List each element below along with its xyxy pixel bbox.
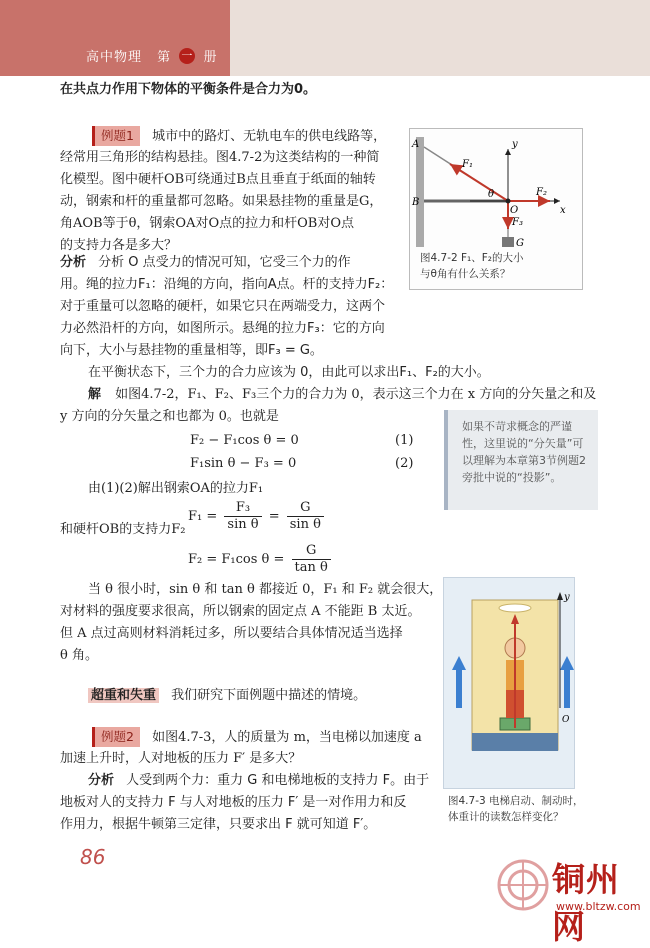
denominator: sin θ — [227, 517, 259, 532]
caption-line: 图4.7-3 电梯启动、制动时， — [448, 795, 584, 807]
caption-line: 与θ角有什么关系？ — [420, 268, 511, 280]
analysis2-label: 分析 — [88, 773, 115, 788]
equation-2: F₁sin θ − F₃ = 0 — [190, 456, 297, 471]
equation-1-number: (1) — [395, 433, 414, 448]
label-O: O — [510, 205, 519, 216]
example1-line: 经常用三角形的结构悬挂。图4.7-2为这类结构的一种简 — [60, 150, 380, 165]
example2-line: 加速上升时，人对地板的压力 F′ 是多大？ — [60, 751, 302, 766]
label-y: y — [564, 592, 570, 603]
analysis2-first-line — [88, 771, 429, 791]
section2-text: 我们研究下面例题中描述的情境。 — [171, 688, 367, 703]
derive-F1: 由(1)(2)解出钢索OA的拉力F₁ — [88, 481, 264, 496]
page-header — [0, 0, 650, 76]
analysis1-line: 用。绳的拉力F₁：沿绳的方向，指向A点。杆的支持力F₂： — [60, 277, 394, 292]
fraction — [292, 543, 331, 576]
equals-sign: = — [268, 509, 280, 524]
discussion-line: 但 A 点过高则材料消耗过多，所以要结合具体情况适当选择 — [60, 626, 403, 641]
example2-line: 如图4.7-3，人的质量为 m，当电梯以加速度 a — [152, 730, 422, 745]
person-leg — [506, 690, 514, 718]
label-F1: F₁ — [462, 159, 473, 170]
analysis2-line: 作用力，根据牛顿第三定律，只要求出 F 就可知道 F′。 — [60, 817, 377, 832]
wall — [416, 137, 424, 247]
motion-arrow-up-icon — [560, 656, 574, 670]
example1-line: 角AOB等于θ，钢索OA对O点的拉力和杆OB对O点 — [60, 216, 354, 231]
side-note-text: 如果不苛求概念的严谨性，这里说的“分矢量”可以理解为本章第3节例题2旁批中说的“投影”。 — [462, 420, 586, 484]
numerator: G — [287, 500, 324, 517]
intro-line: 在共点力作用下物体的平衡条件是合力为0。 — [60, 82, 317, 97]
motion-arrow-shaft — [456, 668, 462, 708]
example1-line: 城市中的路灯、无轨电车的供电线路等， — [152, 129, 387, 144]
elevator-illustration — [444, 578, 574, 788]
watermark-logo-icon — [496, 858, 550, 912]
formula-F1 — [188, 500, 327, 533]
book-title: 高中物理 — [86, 50, 143, 65]
figure-4-7-2-caption — [420, 250, 524, 282]
formula-F2-lhs: F₂ = F₁cos θ = — [188, 552, 285, 567]
label-B: B — [412, 197, 420, 208]
example1-line: 的支持力各是多大？ — [60, 238, 178, 253]
watermark-url: www.bltzw.com — [556, 900, 641, 913]
label-theta: θ — [488, 189, 495, 200]
section2-line — [88, 686, 366, 706]
analysis1-line: 分析 O 点受力的情况可知，它受三个力的作 — [98, 255, 351, 270]
label-F2: F₂ — [536, 187, 547, 198]
label-A: A — [412, 139, 420, 150]
solution-line: 如图4.7-2，F₁、F₂、F₃三个力的合力为 0，表示这三个力在 x 方向的分矢量之和及 — [115, 387, 597, 402]
person-leg — [516, 690, 524, 718]
motion-arrow-up-icon — [452, 656, 466, 670]
discussion-line: 对材料的强度要求很高，所以钢索的固定点 A 不能距 B 太近。 — [60, 604, 421, 619]
fraction — [287, 500, 324, 533]
watermark-text: 铜州网 — [552, 860, 620, 946]
formula-F1-lhs: F₁ = — [188, 509, 218, 524]
example1-line: 动，钢索和杆的重量都可忽略。如果悬挂物的重量是G， — [60, 194, 383, 209]
solution-first-line — [88, 385, 596, 405]
header-title — [86, 46, 217, 65]
caption-line: 体重计的读数怎样变化？ — [448, 811, 564, 823]
motion-arrow-shaft — [564, 668, 570, 708]
analysis1-line: 向下，大小与悬挂物的重量相等，即F₃ = G。 — [60, 343, 323, 358]
derive-F2: 和硬杆OB的支持力F₂ — [60, 522, 186, 537]
label-G: G — [516, 238, 524, 249]
label-x: x — [560, 205, 566, 216]
hanging-weight — [502, 237, 514, 247]
analysis1-line: 在平衡状态下，三个力的合力应该为 0，由此可以求出F₁、F₂的大小。 — [88, 365, 490, 380]
page-number: 86 — [80, 845, 106, 869]
example2-first-line — [92, 727, 422, 748]
ceiling-light — [499, 604, 531, 612]
numerator: F₃ — [224, 500, 261, 517]
volume-prefix: 第 — [157, 50, 172, 65]
denominator: tan θ — [294, 560, 328, 575]
denominator: sin θ — [289, 517, 321, 532]
example1-first-line — [92, 126, 386, 147]
side-note — [444, 410, 598, 510]
volume-badge: 一 — [181, 48, 194, 62]
equation-2-number: (2) — [395, 456, 414, 471]
discussion-line: θ 角。 — [60, 648, 98, 663]
caption-line: 图4.7-2 F₁、F₂的大小 — [420, 252, 524, 264]
solution-line: y 方向的分矢量之和也都为 0。也就是 — [60, 409, 279, 424]
analysis1-first-line — [60, 253, 351, 273]
figure-4-7-3-caption — [448, 793, 584, 825]
figure-4-7-3 — [443, 577, 575, 789]
volume-suffix: 册 — [203, 50, 218, 65]
example1-line: 化模型。图中硬杆OB可绕通过B点且垂直于纸面的轴转 — [60, 172, 376, 187]
label-O: O — [562, 715, 570, 725]
numerator: G — [292, 543, 331, 560]
force-F1-arrow — [450, 164, 508, 201]
formula-F2 — [188, 543, 334, 576]
discussion-line: 当 θ 很小时，sin θ 和 tan θ 都接近 0，F₁ 和 F₂ 就会很大， — [88, 582, 443, 597]
analysis1-label: 分析 — [60, 255, 87, 270]
watermark — [496, 852, 650, 946]
label-F3: F₃ — [512, 217, 523, 228]
analysis2-line: 人受到两个力：重力 G 和电梯地板的支持力 F。由于 — [126, 773, 430, 788]
analysis2-line: 地板对人的支持力 F 与人对地板的压力 F′ 是一对作用力和反 — [60, 795, 407, 810]
fraction — [224, 500, 261, 533]
analysis1-line: 力必然沿杆的方向，如图所示。悬绳的拉力F₃：它的方向 — [60, 321, 385, 336]
analysis1-line: 对于重量可以忽略的硬杆，如果它只在两端受力，这两个 — [60, 299, 386, 314]
example2-label: 例题2 — [92, 727, 140, 747]
example1-label: 例题1 — [92, 126, 140, 146]
point-O — [506, 199, 511, 204]
solution-label: 解 — [88, 387, 102, 402]
equation-1: F₂ − F₁cos θ = 0 — [190, 433, 299, 448]
elevator-floor — [472, 733, 558, 751]
section2-heading: 超重和失重 — [88, 688, 159, 703]
label-y: y — [512, 139, 518, 150]
y-axis-arrow — [557, 592, 563, 600]
header-right-band — [230, 0, 650, 76]
